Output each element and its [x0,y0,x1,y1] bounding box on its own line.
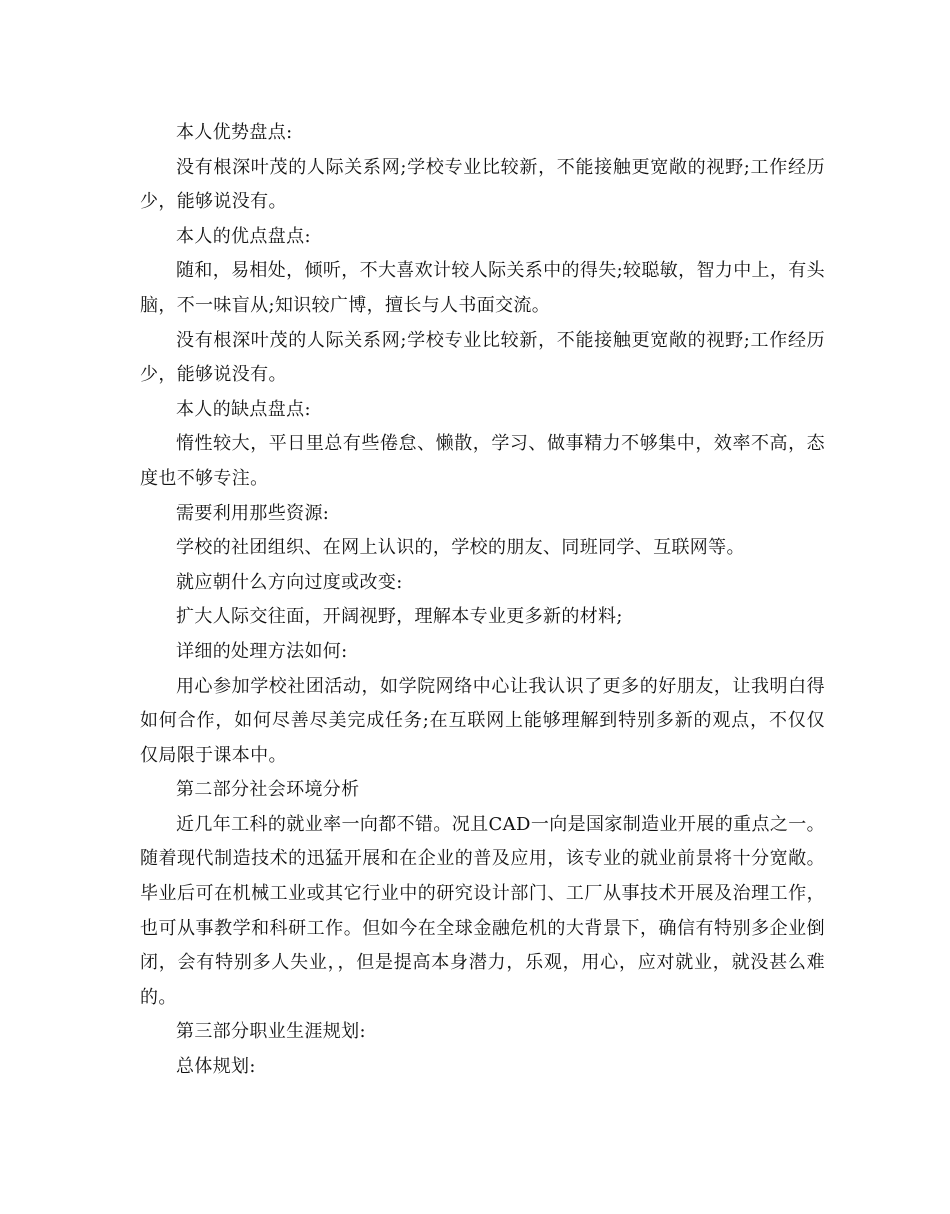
paragraph-merits: 随和，易相处，倾听，不大喜欢计较人际关系中的得失;较聪敏，智力中上，有头脑，不一味盲从;知识较广博，擅长与人书面交流。 [140,260,825,316]
paragraph-social-environment: 近几年工科的就业率一向都不错。况且CAD一向是国家制造业开展的重点之一。随着现代制造技术的迅猛开展和在企业的普及应用，该专业的就业前景将十分宽敞。毕业后可在机械工业或其它行业中的研究设计部门、工厂从事技术开展及治理工作，也可从事教学和科研工作。但如今在全球金融危机的大背景下，确信有特别多企业倒闭，会有特别多人失业，，但是提高本身潜力，乐观，用心，应对就业，就没甚么难的。 [140,813,825,1008]
section-heading-weaknesses: 本人的缺点盘点: [176,398,311,420]
section-heading-methods: 详细的处理方法如何: [176,640,348,662]
section-heading-part-three: 第三部分职业生涯规划: [176,1021,366,1043]
paragraph-strengths: 没有根深叶茂的人际关系网;学校专业比较新，不能接触更宽敞的视野;工作经历少，能够说没有。 [140,156,825,213]
paragraph-direction: 扩大人际交往面，开阔视野，理解本专业更多新的材料; [176,606,623,628]
section-heading-strengths: 本人优势盘点: [176,122,293,143]
section-heading-merits: 本人的优点盘点: [176,225,311,247]
section-heading-resources: 需要利用那些资源: [176,502,330,524]
paragraph-merits-2: 没有根深叶茂的人际关系网;学校专业比较新，不能接触更宽敞的视野;工作经历少，能够说没有。 [140,329,825,386]
section-heading-part-two: 第二部分社会环境分析 [176,779,360,801]
paragraph-resources: 学校的社团组织、在网上认识的，学校的朋友、同班同学、互联网等。 [176,537,745,559]
section-heading-direction: 就应朝什么方向过度或改变: [176,571,403,593]
paragraph-methods: 用心参加学校社团活动，如学院网络中心让我认识了更多的好朋友，让我明白得如何合作，如何尽善尽美完成任务;在互联网上能够理解到特别多新的观点，不仅仅仅局限于课本中。 [140,675,825,766]
document-body [140,116,825,1085]
section-heading-overall-plan: 总体规划: [176,1056,256,1078]
paragraph-weaknesses: 惰性较大，平日里总有些倦怠、懒散，学习、做事精力不够集中，效率不高，态度也不够专注。 [140,433,825,489]
